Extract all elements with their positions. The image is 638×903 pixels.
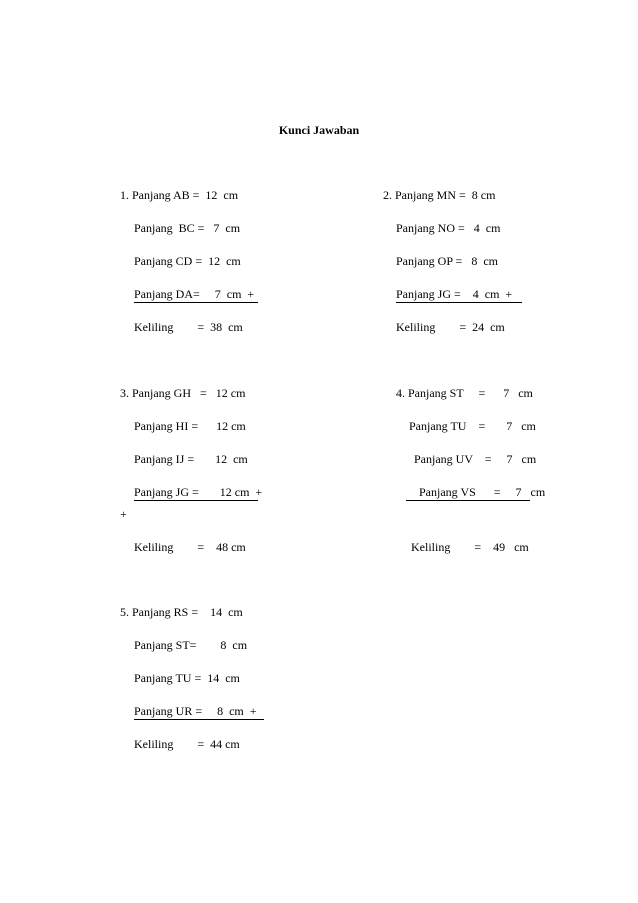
problem-2-total: Keliling = 24 cm <box>396 320 505 334</box>
problem-5-line-2: Panjang ST= 8 cm <box>134 638 248 652</box>
problem-5-line-1: 5. Panjang RS = 14 cm <box>120 605 243 619</box>
sum-underline <box>134 719 264 720</box>
problem-1-total: Keliling = 38 cm <box>134 320 243 334</box>
problem-4-line-1: 4. Panjang ST = 7 cm <box>396 386 533 400</box>
problem-1-line-4: Panjang DA= 7 cm + <box>134 287 255 301</box>
problem-4-line-3: Panjang UV = 7 cm <box>414 452 537 466</box>
page-title: Kunci Jawaban <box>278 123 360 137</box>
sum-underline <box>134 302 258 303</box>
problem-2-line-1: 2. Panjang MN = 8 cm <box>383 188 496 202</box>
problem-1-line-3: Panjang CD = 12 cm <box>134 254 241 268</box>
problem-4-line-2: Panjang TU = 7 cm <box>409 419 536 433</box>
problem-3-line-2: Panjang HI = 12 cm <box>134 419 246 433</box>
sum-underline <box>396 302 522 303</box>
problem-5-line-3: Panjang TU = 14 cm <box>134 671 240 685</box>
sum-underline <box>406 500 530 501</box>
problem-5-total: Keliling = 44 cm <box>134 737 240 751</box>
problem-4-total: Keliling = 49 cm <box>411 540 529 554</box>
problem-3-line-3: Panjang IJ = 12 cm <box>134 452 248 466</box>
problem-2-line-4: Panjang JG = 4 cm + <box>396 287 513 301</box>
problem-3-line-4: Panjang JG = 12 cm + <box>134 485 263 499</box>
problem-2-line-3: Panjang OP = 8 cm <box>396 254 498 268</box>
problem-1-line-2: Panjang BC = 7 cm <box>134 221 241 235</box>
problem-1-line-1: 1. Panjang AB = 12 cm <box>120 188 239 202</box>
problem-2-line-2: Panjang NO = 4 cm <box>396 221 501 235</box>
problem-3-wrapped-plus: + <box>120 507 127 521</box>
problem-3-line-1: 3. Panjang GH = 12 cm <box>120 386 246 400</box>
sum-underline <box>134 500 258 501</box>
problem-5-line-4: Panjang UR = 8 cm + <box>134 704 257 718</box>
problem-3-total: Keliling = 48 cm <box>134 540 246 554</box>
problem-4-line-4: Panjang VS = 7 cm <box>419 485 546 499</box>
